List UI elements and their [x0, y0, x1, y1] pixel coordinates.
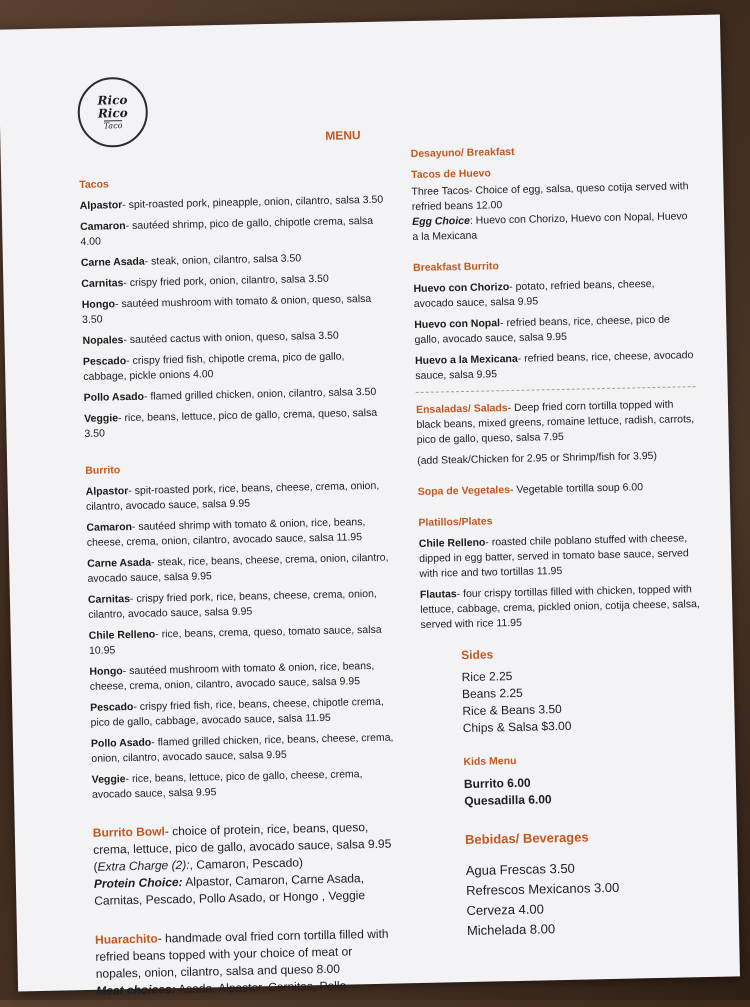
item-name: Alpastor [85, 485, 129, 498]
item-desc: - sautéed shrimp with tomato & onion, rice, beans, cheese, crema, onion, cilantro, avocado sauce, salsa 11.95 [86, 516, 366, 549]
logo-line-3: Taco [103, 120, 123, 130]
logo-line-1: Rico [97, 92, 128, 108]
item-name: Flautas [419, 588, 457, 601]
list-item [82, 328, 387, 349]
list-item [80, 214, 386, 250]
item-name: Carnitas [87, 593, 131, 606]
item-name: Hongo [81, 298, 116, 311]
kids-item: Burrito 6.00 [463, 775, 531, 792]
menu-paper [0, 15, 740, 998]
sides-item: Rice & Beans 3.50 [462, 702, 562, 719]
list-item [87, 551, 393, 587]
sides-item: Rice 2.25 [461, 669, 513, 685]
menu-title: MENU [325, 128, 361, 143]
item-name: Huevo con Nopal [414, 317, 501, 332]
item-desc: - steak, rice, beans, cheese, crema, onion, cilantro, avocado sauce, salsa 9.95 [87, 551, 389, 585]
item-desc: - rice, beans, lettuce, pico de gallo, crema, queso, salsa 3.50 [84, 406, 378, 440]
ensaladas [416, 397, 697, 448]
list-item [89, 659, 395, 695]
list-item [81, 271, 386, 292]
item-name: Camaron [86, 520, 133, 534]
bebidas-item: Cerveza 4.00 [466, 901, 545, 919]
list-item [90, 694, 396, 730]
list-item [83, 349, 389, 385]
section-divider [416, 386, 696, 393]
protein-choice-label: Protein Choice: [93, 874, 183, 891]
kids-item: Quesadilla 6.00 [464, 792, 552, 809]
list-item [80, 193, 385, 214]
item-name: Huevo a la Mexicana [414, 352, 518, 368]
list-item [86, 515, 392, 551]
logo-line-2: Rico [97, 105, 128, 121]
item-desc: - crispy fried fish, rice, beans, cheese, chipotle crema, pico de gallo, cabbage, avocado sauce, salsa 11.95 [90, 695, 384, 729]
burrito-bowl-name: Burrito Bowl [92, 824, 165, 840]
huarachito-name: Huarachito [94, 931, 158, 947]
item-desc: - steak, onion, cilantro, salsa 3.50 [144, 252, 302, 268]
kids-heading: Kids Menu [463, 754, 517, 769]
item-desc: - crispy fried fish, chipotle crema, pico de gallo, cabbage, pickle onions 4.00 [83, 350, 345, 383]
list-item [88, 587, 394, 623]
bebidas-item: Refrescos Mexicanos 3.00 [465, 879, 620, 899]
tacos-de-huevo-heading: Tacos de Huevo [411, 167, 491, 182]
item-desc: - rice, beans, crema, queso, tomato sauce, salsa 10.95 [88, 623, 382, 657]
item-name: Camaron [80, 220, 126, 233]
item-desc: - sautéed shrimp, pico de gallo, chipotle crema, salsa 4.00 [80, 214, 374, 248]
egg-choice-label: Egg Choice [411, 214, 471, 229]
bebidas-item: Agua Frescas 3.50 [465, 860, 575, 879]
item-desc: - refried beans, rice, cheese, avocado sauce, salsa 9.95 [415, 349, 694, 383]
ensaladas-note: (add Steak/Chicken for 2.95 or Shrimp/fish for 3.95) [417, 449, 658, 467]
item-name: Chile Relleno [88, 628, 156, 642]
item-desc: - crispy fried pork, rice, beans, cheese, crema, onion, cilantro, avocado sauce, salsa 9.95 [88, 587, 377, 621]
sides-item: Chips & Salsa $3.00 [462, 718, 572, 736]
burrito-list [86, 479, 398, 803]
sides-heading: Sides [461, 647, 494, 663]
left-column [79, 172, 401, 1006]
item-desc: - sautéed mushroom with tomato & onion, queso, salsa 3.50 [81, 292, 372, 326]
item-name: Alpastor [79, 199, 123, 212]
bebidas-item: Michelada 8.00 [466, 921, 556, 939]
right-column [411, 141, 708, 942]
ensaladas-desc: - Deep fried corn tortilla topped with black beans, mixed greens, romaine lettuce, radish, carrots, pico de gallo, queso, salsa 7.95 [416, 398, 695, 446]
item-name: Pollo Asado [90, 736, 152, 750]
egg-choices: : Huevo con Chorizo, Huevo con Nopal, Huevo a la Mexicana [412, 210, 688, 244]
list-item [413, 276, 694, 312]
item-name: Veggie [91, 773, 126, 786]
protein-choices: Alpastor, Camaron, Carne Asada, Carnitas, Pescado, Pollo Asado, or Hongo , Veggie [94, 871, 366, 908]
burrito-heading: Burrito [85, 464, 121, 477]
sopa-name: Sopa de Vegetales [417, 484, 511, 498]
list-item [84, 406, 390, 442]
burrito-bowl-desc: - choice of protein, rice, beans, queso, crema, lettuce, pico de gallo, avocado sauce, salsa 9.95 ( [93, 820, 392, 874]
list-item [86, 479, 392, 515]
item-desc: - refried beans, rice, cheese, pico de gallo, avocado sauce, salsa 9.95 [414, 313, 670, 347]
list-item [81, 250, 386, 271]
burrito-bowl [93, 818, 400, 909]
breakfast-burrito-heading: Breakfast Burrito [412, 260, 499, 275]
burrito-bowl-desc-2: , Camaron, Pescado) [189, 855, 304, 872]
item-name: Pollo Asado [83, 390, 145, 404]
list-item [89, 623, 395, 659]
item-desc: - sautéed mushroom with tomato & onion, rice, beans, cheese, crema, onion, cilantro, avocado sauce, salsa 9.95 [89, 659, 375, 693]
item-name: Hongo [89, 665, 123, 678]
list-item [419, 531, 700, 582]
tacos-list [80, 193, 390, 442]
list-item [82, 292, 388, 328]
breakfast-heading: Desayuno/ Breakfast [410, 145, 515, 161]
item-desc: - flamed grilled chicken, rice, beans, cheese, crema, onion, cilantro, avocado sauce, salsa 9.95 [91, 731, 394, 765]
sides-item: Beans 2.25 [461, 685, 523, 702]
tacos-de-huevo [411, 179, 692, 245]
tacos-heading: Tacos [79, 178, 109, 191]
item-desc: - spit-roasted pork, pineapple, onion, cilantro, salsa 3.50 [122, 193, 384, 212]
meat-choices: Asada, Alpastor, Carnitas, Pollo [175, 978, 347, 997]
item-desc: - rice, beans, lettuce, pico de gallo, cheese, crema, avocado sauce, salsa 9.95 [91, 768, 363, 801]
item-name: Huevo con Chorizo [413, 281, 510, 296]
bebidas-heading: Bebidas/ Beverages [464, 829, 589, 848]
item-name: Pescado [90, 700, 134, 714]
platillos-heading: Platillos/Plates [418, 515, 493, 529]
list-item [420, 582, 701, 633]
item-name: Carne Asada [87, 556, 152, 570]
item-name: Carnitas [81, 277, 124, 290]
item-desc: - roasted chile poblano stuffed with cheese, dipped in egg batter, served in tomato base sauce, served with rice and two tortillas 11.95 [419, 532, 689, 580]
item-name: Pescado [82, 355, 127, 368]
list-item [91, 730, 397, 766]
burrito-bowl-extra: Extra Charge (2): [97, 857, 190, 874]
sides-block [421, 643, 707, 942]
rico-rico-taco-logo [77, 77, 148, 148]
sopa-desc: - Vegetable tortilla soup 6.00 [509, 481, 644, 497]
item-name: Carne Asada [80, 255, 145, 269]
item-desc: - spit-roasted pork, rice, beans, cheese, crema, onion, cilantro, avocado sauce, salsa 9.95 [85, 479, 380, 513]
item-desc: - crispy fried pork, onion, cilantro, salsa 3.50 [123, 272, 329, 290]
ensaladas-name: Ensaladas/ Salads [415, 402, 508, 416]
item-desc: - flamed grilled chicken, onion, cilantro, salsa 3.50 [143, 385, 377, 403]
list-item [84, 385, 389, 406]
item-desc: - sautéed cactus with onion, queso, salsa 3.50 [123, 329, 339, 347]
list-item [415, 348, 696, 384]
item-name: Nopales [82, 334, 124, 347]
list-item [92, 766, 398, 802]
list-item [414, 312, 695, 348]
item-desc: - potato, refried beans, cheese, avocado sauce, salsa 9.95 [413, 277, 655, 311]
huarachito [95, 925, 401, 999]
item-name: Chile Relleno [418, 536, 486, 550]
tacos-de-huevo-desc: Three Tacos- Choice of egg, salsa, queso cotija served with refried beans 12.00 [411, 180, 689, 214]
item-name: Veggie [84, 412, 119, 425]
meat-choice-label: Meat choices: [96, 982, 176, 998]
item-desc: - four crispy tortillas filled with chicken, topped with lettuce, cabbage, crema, pickled onion, cotija cheese, salsa, served with rice 11.95 [420, 583, 700, 631]
huarachito-desc: - handmade oval fried corn tortilla filled with refried beans topped with your choice of meat or nopales, onion, cilantro, salsa and queso 8.00 [95, 926, 389, 981]
